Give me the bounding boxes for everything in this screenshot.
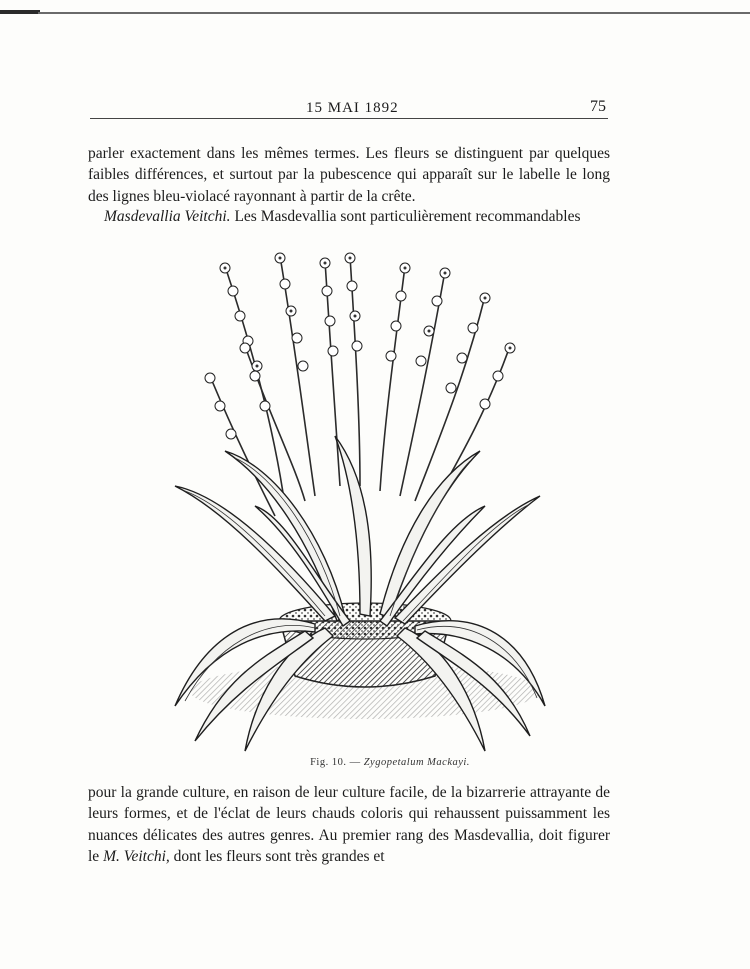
caption-species: Zygopetalum Mackayi. bbox=[363, 757, 470, 768]
species-name-veitchi: M. Veitchi, bbox=[103, 847, 170, 865]
running-header bbox=[90, 98, 608, 119]
paragraph-3-text-b: dont les fleurs sont très grandes et bbox=[169, 847, 385, 865]
species-name-masdevallia: Masdevallia Veitchi. bbox=[104, 208, 231, 225]
scan-edge-line bbox=[38, 12, 750, 14]
paragraph-3 bbox=[88, 782, 610, 867]
scan-edge bbox=[0, 10, 40, 14]
figure-caption bbox=[200, 757, 580, 768]
paragraph-1: parler exactement dans les mêmes termes. Les fleurs se distinguent par quelques faibles différences, et surtout par la pubescence qui apparaît sur le labelle le long des lignes bleu-violacé rayonnant à partir de la crête. bbox=[88, 145, 610, 205]
page-number: 75 bbox=[590, 98, 606, 115]
paragraph-2 bbox=[88, 206, 610, 227]
paragraph-2-text: Les Masdevallia sont particulièrement recommandables bbox=[230, 208, 581, 225]
header-date: 15 MAI 1892 bbox=[306, 100, 399, 116]
orchid-illustration bbox=[165, 236, 550, 761]
paragraph-3-text-a: pour la grande culture, en raison de leur culture facile, de la bizarrerie attrayante de leurs formes, et de l'éclat de leurs chauds coloris qui rehaussent puissamment les nuances délicates des autres genres. Au premier rang des Masdevallia, doit figurer le bbox=[88, 784, 610, 865]
caption-prefix: Fig. 10. — bbox=[310, 757, 364, 768]
